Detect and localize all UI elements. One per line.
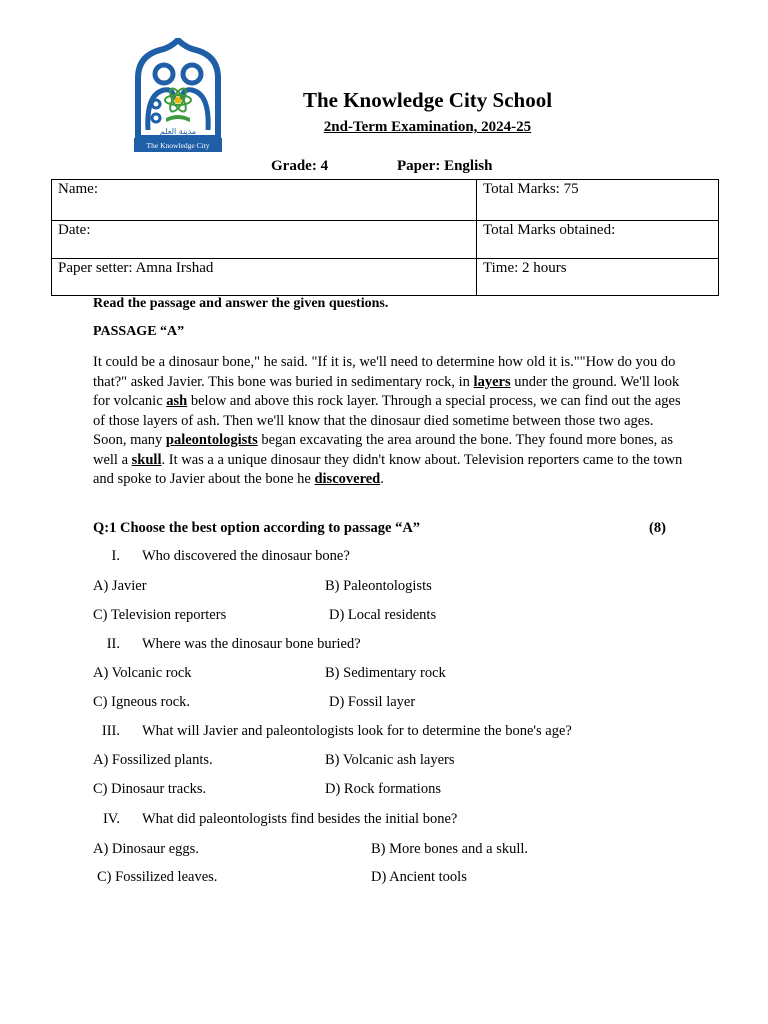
item-number: III. <box>101 723 120 739</box>
item-question: What will Javier and paleontologists look for to determine the bone's age? <box>142 723 572 739</box>
option-a: A) Volcanic rock <box>93 665 192 681</box>
option-a: A) Dinosaur eggs. <box>93 841 199 857</box>
info-row <box>52 180 719 221</box>
option-c: C) Igneous rock. <box>93 694 191 710</box>
school-logo <box>130 38 226 156</box>
option-c: C) Television reporters <box>93 607 227 623</box>
question-1-title: Q:1 Choose the best option according to passage “A” <box>93 520 421 536</box>
option-d: D) Local residents <box>329 607 437 623</box>
info-row <box>52 259 719 296</box>
name-field: Name: <box>52 180 477 221</box>
option-d: D) Ancient tools <box>371 869 467 885</box>
passage-segment: . It was a a unique dinosaur they didn't know about. Television reporters came to the town and spoke to Javier about the bone he <box>93 451 683 487</box>
total-marks: Total Marks: 75 <box>477 180 719 221</box>
marks-obtained-field: Total Marks obtained: <box>477 221 719 259</box>
option-d: D) Fossil layer <box>329 694 416 710</box>
option-b: B) Paleontologists <box>325 578 432 594</box>
option-b: B) More bones and a skull. <box>371 841 529 857</box>
item-question: Where was the dinosaur bone buried? <box>142 636 361 652</box>
info-row <box>52 221 719 259</box>
passage-segment: under the ground. We'll look for volcanic <box>93 373 680 409</box>
date-field: Date: <box>52 221 477 259</box>
instructions: Read the passage and answer the given questions. <box>93 296 389 311</box>
keyword-layers: layers <box>473 373 511 390</box>
item-question: What did paleontologists find besides the initial bone? <box>142 811 458 827</box>
logo-arabic-text: مدينة العلم <box>159 127 197 136</box>
option-a: A) Javier <box>93 578 147 594</box>
time-allowed: Time: 2 hours <box>477 259 719 296</box>
item-number: IV. <box>102 811 120 827</box>
passage-text <box>93 353 683 490</box>
passage-segment: began excavating the area around the bone. They found more bones, as well a <box>93 432 673 468</box>
student-info-table <box>51 179 719 296</box>
logo-caption: The Knowledge City <box>146 141 210 150</box>
keyword-ash: ash <box>166 393 188 409</box>
option-c: C) Fossilized leaves. <box>97 869 218 885</box>
option-c: C) Dinosaur tracks. <box>93 781 207 797</box>
paper-label: Paper: English <box>397 158 493 174</box>
option-b: B) Volcanic ash layers <box>325 752 455 768</box>
option-a: A) Fossilized plants. <box>93 752 213 768</box>
item-number: I. <box>111 548 120 564</box>
passage-segment: below and above this rock layer. Through a special process, we can find out the ages of those layers of ash. Then we'll know that the dinosaur died sometime between those two ages. Soon, many <box>93 393 681 448</box>
exam-title: 2nd-Term Examination, 2024-25 <box>323 119 532 135</box>
paper-setter: Paper setter: Amna Irshad <box>52 259 477 296</box>
item-number: II. <box>106 636 120 652</box>
grade-label: Grade: 4 <box>271 158 329 174</box>
question-1-marks: (8) <box>649 520 666 536</box>
keyword-paleontologists: paleontologists <box>165 432 258 448</box>
school-logo-emblem <box>130 38 226 156</box>
passage-title: PASSAGE “A” <box>93 324 185 339</box>
keyword-skull: skull <box>131 451 162 468</box>
item-question: Who discovered the dinosaur bone? <box>142 548 350 564</box>
option-b: B) Sedimentary rock <box>325 665 446 681</box>
passage-segment: . <box>380 471 384 487</box>
keyword-discovered: discovered <box>314 471 381 487</box>
option-d: D) Rock formations <box>325 781 441 797</box>
school-name: The Knowledge City School <box>302 88 553 112</box>
passage-segment: It could be a dinosaur bone," he said. "If it is, we'll need to determine how old it is.""How do you do that?" asked Javier. This bone was buried in sedimentary rock, in <box>93 354 676 390</box>
